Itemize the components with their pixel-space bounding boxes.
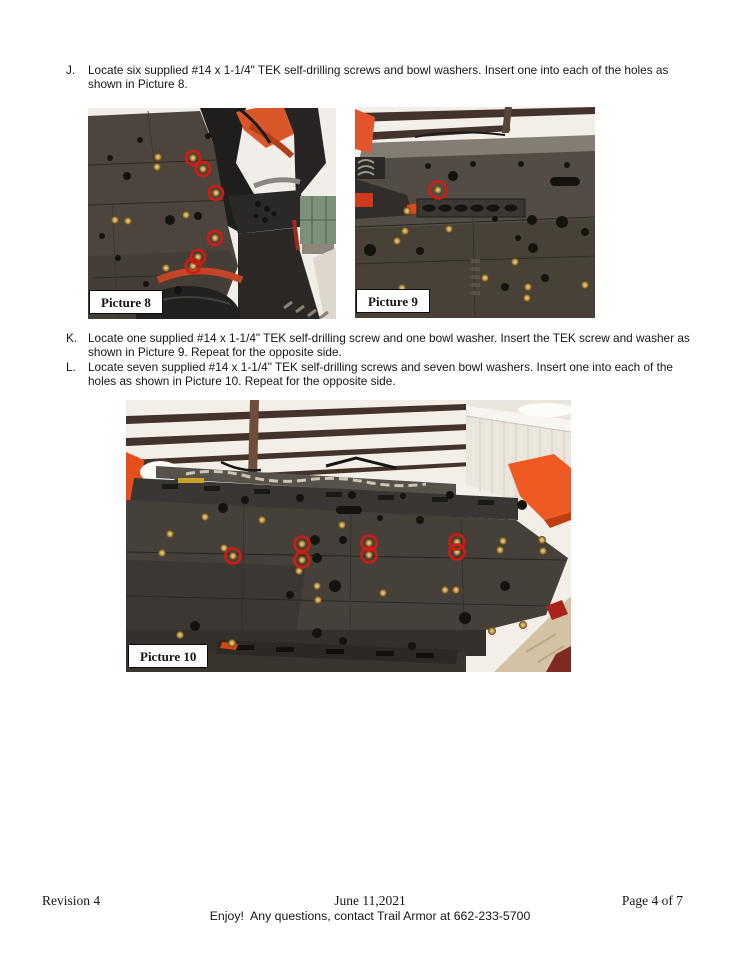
tek-screw-center [203,515,206,518]
tek-screw-center [340,523,343,526]
plate-hole [581,228,589,236]
tek-screw-center [191,156,194,159]
plate-hole [262,217,268,223]
instruction-item-j [66,63,694,92]
plate-hole [518,161,524,167]
tek-screw-center [230,641,233,644]
tek-screw-center [455,540,458,543]
tek-screw-center [168,532,171,535]
tek-screw-center [164,266,167,269]
plate-hole [377,515,383,521]
plate-hole [416,247,424,255]
item-l-text: Locate seven supplied #14 x 1-1/4" TEK self-drilling screws and seven bowl washers. Insert one into each of the holes as shown in Picture 10. Repeat for the opposite side. [88,359,673,388]
plate-hole [255,201,261,207]
plate-hole [364,244,376,256]
tek-screw-center [113,218,116,221]
plate-hole [254,214,259,219]
tek-screw-center [196,255,199,258]
tek-screw-center [405,209,408,212]
plate-hole [194,212,202,220]
plate-hole [448,171,458,181]
tek-screw-center [178,633,181,636]
plate-hole [446,491,454,499]
tek-screw-center [443,588,446,591]
tek-screw-center [583,283,586,286]
tek-screw-center [260,518,263,521]
tek-screw-center [316,598,319,601]
footer-page-number: Page 4 of 7 [621,893,683,908]
instruction-item-k [66,331,694,360]
tek-screw-center [126,219,129,222]
plate-hole [218,503,228,513]
plate-hole [174,286,182,294]
slotted-bracket [417,199,525,217]
tek-screw-center [191,264,194,267]
plate-hole [425,163,431,169]
tek-screw-center [540,538,543,541]
picture-9-photo [355,107,595,318]
tek-screw-center [483,276,486,279]
plate-hole [107,155,113,161]
footer-contact-line: Enjoy! Any questions, contact Trail Armor at 662-233-5700 [209,909,531,923]
plate-hole [312,628,322,638]
plate-hole [500,581,510,591]
plate-hole [515,235,521,241]
slot-hole [336,506,362,514]
tek-screw-center [541,549,544,552]
plate-hole [310,535,320,545]
plate-hole [492,216,498,222]
plate-hole [286,591,294,599]
footer-date: June 11,2021 [334,893,406,908]
tek-screw-center [455,550,458,553]
plate-hole [556,216,568,228]
tek-screw-center [155,165,158,168]
tek-screw-center [231,554,234,557]
tek-screw-center [498,548,501,551]
item-k-text: Locate one supplied #14 x 1-1/4" TEK self-drilling screw and one bowl washer. Insert the TEK screw and washer as shown in Picture 9. Repeat for the opposite side. [88,331,690,360]
picture-10-caption: Picture 10 [128,644,208,668]
tek-screw-center [403,229,406,232]
tek-screw-center [184,213,187,216]
tek-screw-center [521,623,524,626]
plate-hole [205,133,211,139]
plate-hole [470,161,476,167]
plate-hole [241,496,249,504]
tek-screw-center [381,591,384,594]
plate-hole [527,215,537,225]
tek-screw-center [315,584,318,587]
tek-screw-center [160,551,163,554]
tek-screw-center [490,629,493,632]
plate-hole [501,283,509,291]
plate-hole [264,206,270,212]
tek-screw-center [300,542,303,545]
plate-hole [143,281,149,287]
plate-hole [190,621,200,631]
tek-screw-center [297,569,300,572]
plate-hole [348,491,356,499]
item-j-text: Locate six supplied #14 x 1-1/4" TEK self-drilling screws and bowl washers. Insert one into each of the holes as shown in Picture 8. [88,63,669,92]
tek-screw-center [436,188,439,191]
item-k-letter: K. [66,331,78,345]
tek-screw-center [213,236,216,239]
plate-hole [115,255,121,261]
plate-hole [123,172,131,180]
tek-screw-center [447,227,450,230]
picture-10-image [126,400,571,672]
picture-9-caption: Picture 9 [356,289,430,313]
plate-hole [339,536,347,544]
plate-hole [312,553,322,563]
tek-screw-center [526,285,529,288]
slot-hole [550,177,580,186]
item-j-letter: J. [66,63,76,77]
footer-revision: Revision 4 [42,893,101,908]
plate-hole [408,642,416,650]
plate-hole [517,500,527,510]
plate-hole [272,212,277,217]
picture-8-caption: Picture 8 [89,290,163,314]
item-l-letter: L. [66,359,76,374]
tek-screw-center [214,191,217,194]
picture-8-image [88,108,336,319]
tek-screw-center [525,296,528,299]
tek-screw-center [156,155,159,158]
tek-screw-center [454,588,457,591]
instruction-item-l [66,360,694,389]
tek-screw-center [222,546,225,549]
plate-hole [329,580,341,592]
tek-screw-center [501,539,504,542]
tek-screw-center [367,553,370,556]
plate-hole [459,612,471,624]
picture-8-photo [88,108,336,319]
plate-hole [564,162,570,168]
plate-hole [400,493,406,499]
picture-9-image [355,107,595,318]
tek-screw-center [300,558,303,561]
plate-hole [99,233,105,239]
instruction-items-kl [66,331,694,388]
tek-screw-center [513,260,516,263]
tek-screw-center [395,239,398,242]
plate-hole [137,137,143,143]
plate-hole [296,494,304,502]
plate-hole [528,243,538,253]
plate-hole [339,637,347,645]
plate-hole [165,215,175,225]
tek-screw-center [367,541,370,544]
tek-screw-center [201,167,204,170]
plate-hole [416,516,424,524]
plate-hole [541,274,549,282]
picture-10-photo [126,400,571,672]
